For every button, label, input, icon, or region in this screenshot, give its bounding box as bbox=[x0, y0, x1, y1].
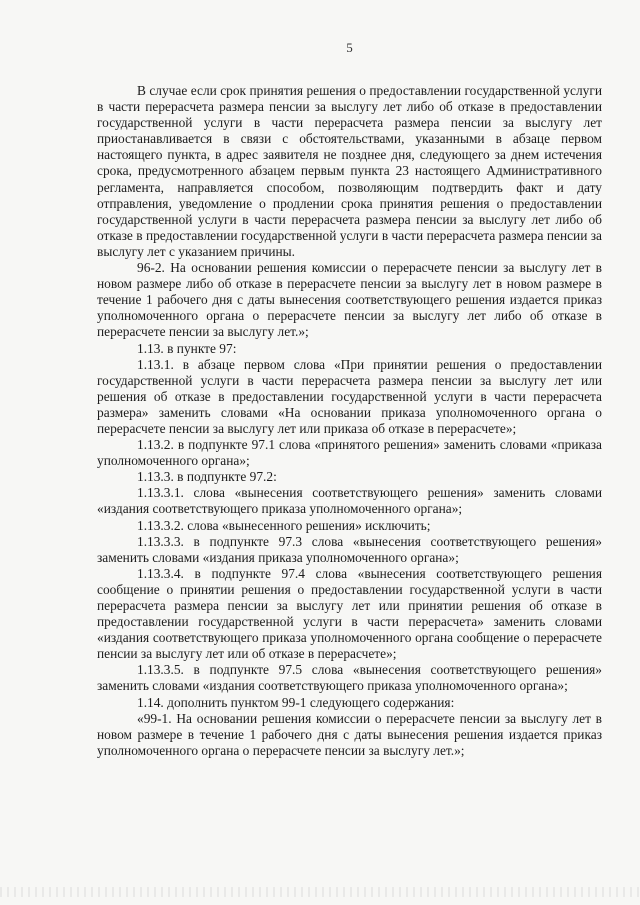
paragraph-99-1: «99-1. На основании решения комиссии о перерасчете пенсии за выслугу лет в новом размере в течение 1 рабочего дня с даты вынесения решения издается приказ уполномоченного органа о перерасчете пенсии за выслугу лет.»; bbox=[97, 710, 602, 758]
paragraph-1-13-1: 1.13.1. в абзаце первом слова «При принятии решения о предоставлении государственной услуги в части перерасчета размера пенсии за выслугу лет или решения об отказе в предоставлении государственной услуги в части перерасчета размера» заменить словами «На основании приказа уполномоченного органа о перерасчете пенсии за выслугу лет или приказа об отказе в перерасчете»; bbox=[97, 356, 602, 436]
paragraph-1-13-3-5: 1.13.3.5. в подпункте 97.5 слова «вынесения соответствующего решения» заменить словами «издания соответствующего приказа уполномоченного органа»; bbox=[97, 662, 602, 694]
paragraph-1-13: 1.13. в пункте 97: bbox=[137, 340, 237, 356]
paragraph-1-13-3-1: 1.13.3.1. слова «вынесения соответствующего решения» заменить словами «издания соответствующего приказа уполномоченного органа»; bbox=[97, 485, 602, 517]
paragraph-1: В случае если срок принятия решения о предоставлении государственной услуги в части перерасчета размера пенсии за выслугу лет либо об отказе в предоставлении государственной услуги в части перерасчета размера пенсии за выслугу лет приостанавливается в связи с обстоятельствами, указанными в абзаце первом настоящего пункта, в адрес заявителя не позднее дня, следующего за днем истечения срока, предусмотренного абзацем первым пункта 23 настоящего Административного регламента, направляется способом, позволяющим подтвердить факт и дату отправления, уведомление о продлении срока принятия решения о предоставлении государственной услуги в части перерасчета размера пенсии за выслугу лет либо об отказе в предоставлении государственной услуги в части перерасчета размера пенсии за выслугу лет с указанием причины. bbox=[97, 83, 602, 259]
paragraph-1-13-3-2: 1.13.3.2. слова «вынесенного решения» исключить; bbox=[137, 517, 431, 533]
paragraph-1-13-3-4: 1.13.3.4. в подпункте 97.4 слова «вынесения соответствующего решения сообщение о принятии решения о предоставлении государственной услуги в части перерасчета размера пенсии за выслугу лет или принятии решения об отказе в предоставлении государственной услуги в части перерасчета» заменить словами «издания соответствующего приказа уполномоченного органа сообщение о перерасчете пенсии за выслугу лет или об отказе в перерасчете»; bbox=[97, 565, 602, 662]
scan-noise bbox=[0, 887, 640, 897]
document-body bbox=[97, 83, 602, 759]
paragraph-1-13-3: 1.13.3. в подпункте 97.2: bbox=[137, 469, 277, 485]
paragraph-1-14: 1.14. дополнить пунктом 99-1 следующего содержания: bbox=[137, 694, 455, 710]
paragraph-1-13-2: 1.13.2. в подпункте 97.1 слова «принятого решения» заменить словами «приказа уполномоченного органа»; bbox=[97, 437, 602, 469]
page-number: 5 bbox=[346, 40, 353, 55]
paragraph-1-13-3-3: 1.13.3.3. в подпункте 97.3 слова «вынесения соответствующего решения» заменить словами «издания приказа уполномоченного органа»; bbox=[97, 533, 602, 565]
paragraph-96-2: 96-2. На основании решения комиссии о перерасчете пенсии за выслугу лет в новом размере либо об отказе в перерасчете пенсии за выслугу лет в новом размере в течение 1 рабочего дня с даты вынесения соответствующего решения издается приказ уполномоченного органа о перерасчете пенсии за выслугу лет либо об отказе в перерасчете пенсии за выслугу лет.»; bbox=[97, 260, 602, 340]
